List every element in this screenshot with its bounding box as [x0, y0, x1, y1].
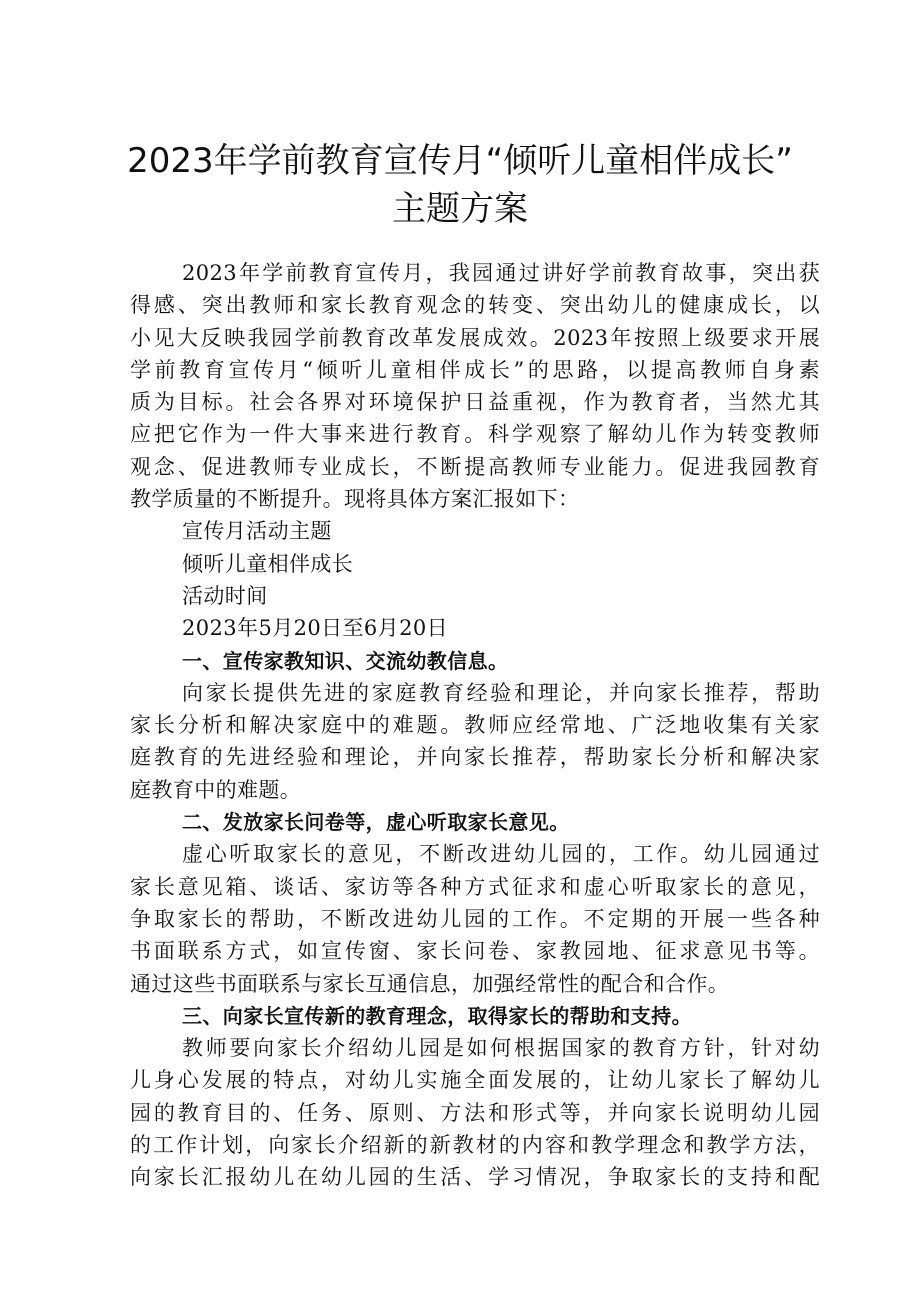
paragraph-line: 争取家长的帮助，不断改进幼儿园的工作。不定期的开展一些各种	[130, 906, 820, 931]
section-value: 2023年5月20日至6月20日	[182, 616, 449, 641]
paragraph-line: 得感、突出教师和家长教育观念的转变、突出幼儿的健康成长，以	[130, 293, 820, 318]
section-heading: 二、发放家长问卷等，虚心听取家长意见。	[182, 810, 570, 835]
section-label: 活动时间	[182, 583, 268, 608]
paragraph-line: 2023年学前教育宣传月，我园通过讲好学前教育故事，突出获	[182, 261, 820, 285]
paragraph-line: 的工作计划，向家长介绍新的新教材的内容和教学理念和教学方法，	[130, 1133, 820, 1158]
paragraph-line: 教师要向家长介绍幼儿园是如何根据国家的教育方针，针对幼	[182, 1036, 820, 1061]
paragraph-line: 应把它作为一件大事来进行教育。科学观察了解幼儿作为转变教师	[130, 422, 820, 447]
section-label: 宣传月活动主题	[182, 519, 332, 544]
paragraph-line: 观念、促进教师专业成长，不断提高教师专业能力。促进我园教育	[130, 454, 820, 479]
paragraph-line: 家长意见箱、谈话、家访等各种方式征求和虚心听取家长的意见，	[130, 874, 820, 899]
paragraph-line: 儿身心发展的特点，对幼儿实施全面发展的，让幼儿家长了解幼儿	[130, 1068, 820, 1093]
paragraph-line: 向家长汇报幼儿在幼儿园的生活、学习情况，争取家长的支持和配	[130, 1165, 820, 1190]
paragraph-line: 书面联系方式，如宣传窗、家长问卷、家教园地、征求意见书等。	[130, 939, 820, 964]
paragraph-line: 庭教育中的难题。	[130, 777, 302, 802]
document-title-line-1: 2023年学前教育宣传月“倾听儿童相伴成长”	[127, 141, 793, 181]
paragraph-line: 教学质量的不断提升。现将具体方案汇报如下：	[130, 487, 580, 512]
section-value: 倾听儿童相伴成长	[182, 551, 354, 576]
paragraph-line: 学前教育宣传月“倾听儿童相伴成长”的思路，以提高教师自身素	[130, 357, 820, 382]
section-heading: 一、宣传家教知识、交流幼教信息。	[182, 648, 509, 673]
paragraph-line: 通过这些书面联系与家长互通信息，加强经常性的配合和合作。	[130, 971, 730, 996]
paragraph-line: 园的教育目的、任务、原则、方法和形式等，并向家长说明幼儿园	[130, 1100, 820, 1125]
paragraph-line: 虚心听取家长的意见，不断改进幼儿园的，工作。幼儿园通过	[182, 842, 820, 867]
paragraph-line: 小见大反映我园学前教育改革发展成效。2023年按照上级要求开展	[130, 325, 820, 350]
section-heading: 三、向家长宣传新的教育理念，取得家长的帮助和支持。	[182, 1003, 692, 1028]
paragraph-line: 家长分析和解决家庭中的难题。教师应经常地、广泛地收集有关家	[130, 713, 820, 738]
paragraph-line: 向家长提供先进的家庭教育经验和理论，并向家长推荐，帮助	[182, 680, 820, 705]
paragraph-line: 质为目标。社会各界对环境保护日益重视，作为教育者，当然尤其	[130, 390, 820, 415]
document-body	[130, 257, 820, 1194]
paragraph-line: 庭教育的先进经验和理论，并向家长推荐，帮助家长分析和解决家	[130, 745, 820, 770]
document-title-line-2: 主题方案	[392, 189, 528, 229]
